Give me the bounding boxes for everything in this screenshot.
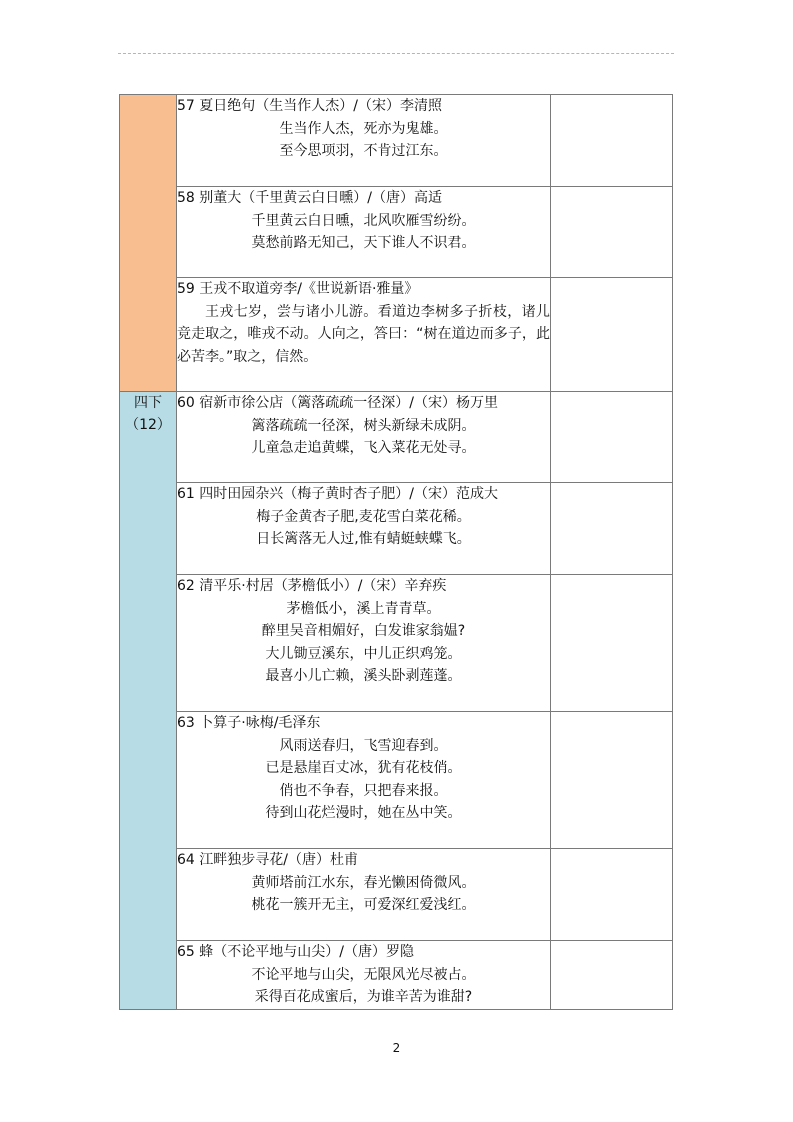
poem-title: 57 夏日绝句（生当作人杰）/（宋）李清照 <box>177 98 442 114</box>
poem-line: 醉里吴音相媚好，白发谁家翁媪? <box>261 623 466 639</box>
poem-line: 风雨送春归，飞雪迎春到。 <box>279 737 448 754</box>
table-row <box>120 95 673 187</box>
table-row <box>120 941 673 1010</box>
table-row <box>120 187 673 278</box>
poem-line: 待到山花烂漫时，她在丛中笑。 <box>265 805 462 821</box>
blank-cell <box>551 278 673 392</box>
grade-count: （12） <box>125 417 171 433</box>
blank-cell <box>551 712 673 849</box>
poem-cell <box>177 95 551 187</box>
blank-cell <box>551 187 673 278</box>
blank-cell <box>551 849 673 941</box>
poem-line: 日长篱落无人过,惟有蜻蜓蛱蝶飞。 <box>256 531 471 547</box>
poem-line: 不论平地与山尖，无限风光尽被占。 <box>251 966 476 983</box>
poem-line: 茅檐低小，溪上青青草。 <box>286 600 441 617</box>
poem-cell <box>177 849 551 941</box>
poem-title: 61 四时田园杂兴（梅子黄时杏子肥）/（宋）范成大 <box>177 486 498 502</box>
table-row <box>120 575 673 712</box>
poem-line: 黄师塔前江水东，春光懒困倚微风。 <box>251 874 476 891</box>
poem-title: 58 别董大（千里黄云白日曛）/（唐）高适 <box>177 190 442 206</box>
blank-cell <box>551 483 673 575</box>
grade-cell-upper <box>120 95 177 392</box>
poem-title: 59 王戎不取道旁李/《世说新语·雅量》 <box>177 281 419 297</box>
poem-title: 62 清平乐·村居（茅檐低小）/（宋）辛弃疾 <box>177 578 447 594</box>
poem-line: 千里黄云白日曛，北风吹雁雪纷纷。 <box>251 212 476 229</box>
poem-line: 至今思项羽，不肯过江东。 <box>279 143 448 159</box>
poem-cell <box>177 575 551 712</box>
poem-line: 已是悬崖百丈冰，犹有花枝俏。 <box>265 760 462 776</box>
poem-line: 最喜小儿亡赖，溪头卧剥莲蓬。 <box>265 668 462 684</box>
prose-text: 王戎七岁，尝与诸小儿游。看道边李树多子折枝，诸儿竞走取之，唯戎不动。人向之，答曰：“树在道边而多子，此必苦李。”取之，信然。 <box>177 303 550 365</box>
poem-cell <box>177 392 551 483</box>
poem-cell <box>177 483 551 575</box>
blank-cell <box>551 575 673 712</box>
table-row <box>120 849 673 941</box>
poem-line: 梅子金黄杏子肥,麦花雪白菜花稀。 <box>256 508 471 525</box>
poem-title: 65 蜂（不论平地与山尖）/（唐）罗隐 <box>177 944 414 960</box>
poem-line: 儿童急走追黄蝶，飞入菜花无处寻。 <box>251 440 476 456</box>
poem-line: 大儿锄豆溪东，中儿正织鸡笼。 <box>265 645 462 662</box>
table-row <box>120 483 673 575</box>
poem-line: 篱落疏疏一径深，树头新绿未成阴。 <box>251 417 476 434</box>
poem-line: 生当作人杰，死亦为鬼雄。 <box>279 120 448 137</box>
poem-title: 64 江畔独步寻花/（唐）杜甫 <box>177 852 358 868</box>
blank-cell <box>551 392 673 483</box>
blank-cell <box>551 95 673 187</box>
table-row <box>120 278 673 392</box>
poem-title: 60 宿新市徐公店（篱落疏疏一径深）/（宋）杨万里 <box>177 395 498 411</box>
poem-line: 桃花一簇开无主，可爱深红爱浅红。 <box>251 897 476 913</box>
poem-cell <box>177 712 551 849</box>
grade-label: 四下 <box>134 395 162 411</box>
blank-cell <box>551 941 673 1010</box>
poem-line: 俏也不争春，只把春来报。 <box>279 782 448 799</box>
poem-cell <box>177 187 551 278</box>
poem-line: 采得百花成蜜后，为谁辛苦为谁甜? <box>254 989 473 1005</box>
poem-table <box>119 94 673 1010</box>
table-row <box>120 712 673 849</box>
page-number: 2 <box>392 1041 401 1055</box>
poem-cell <box>177 278 551 392</box>
grade-cell-lower <box>120 392 177 1010</box>
header-rule <box>118 53 674 54</box>
poem-title: 63 卜算子·咏梅/毛泽东 <box>177 715 321 731</box>
poem-cell <box>177 941 551 1010</box>
poem-line: 莫愁前路无知己，天下谁人不识君。 <box>251 235 476 251</box>
table-row <box>120 392 673 483</box>
